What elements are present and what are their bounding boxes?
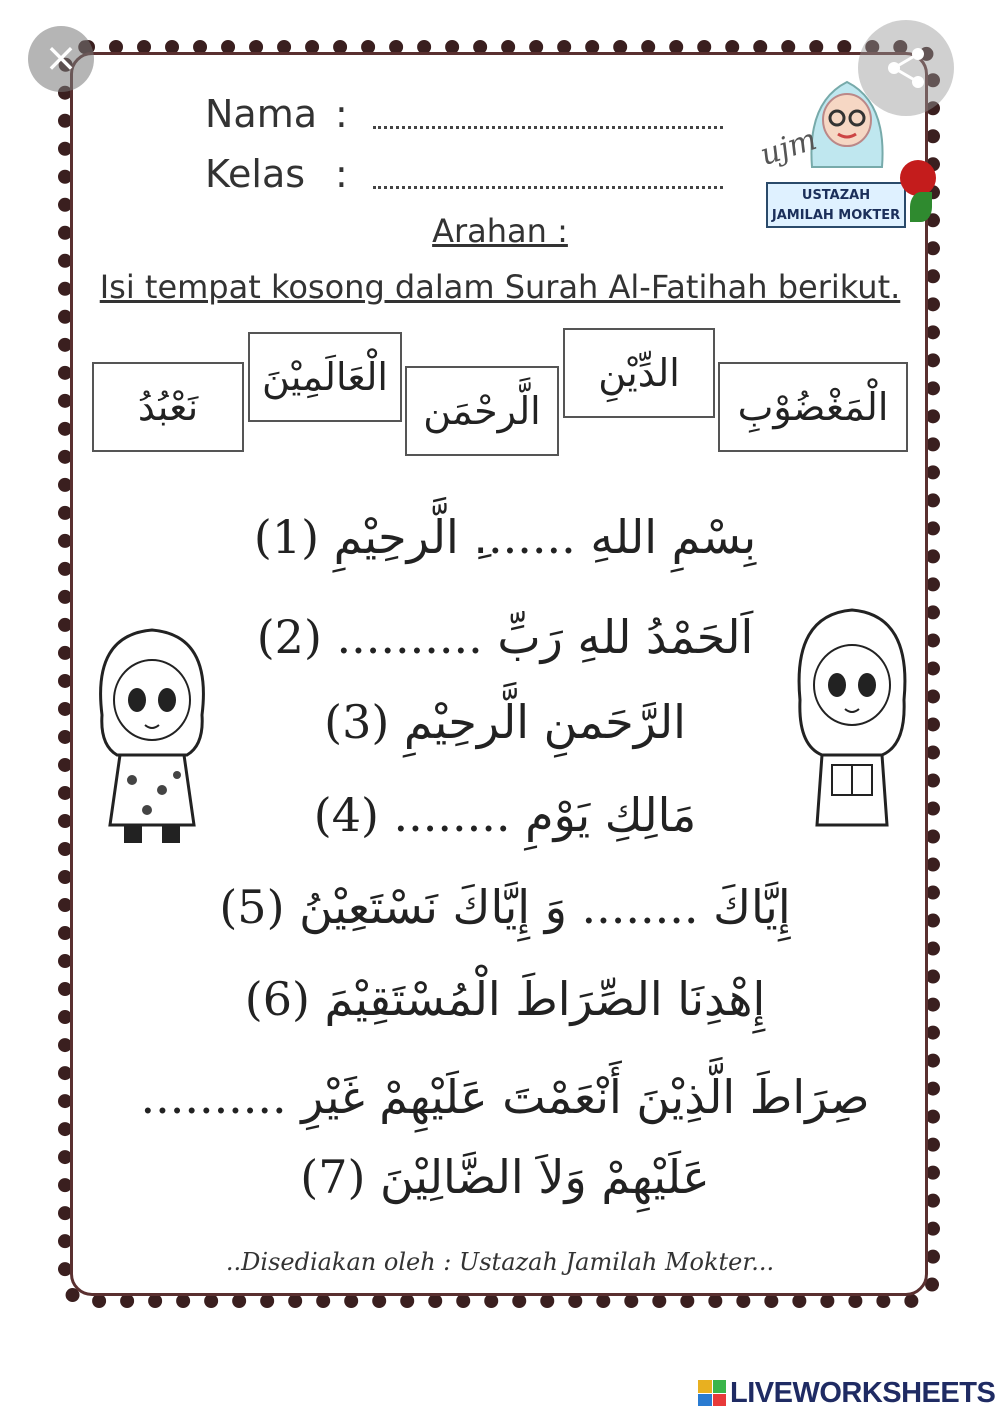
word-box-1[interactable]: نَعْبُدُ (92, 362, 244, 452)
close-icon[interactable]: × (28, 26, 94, 92)
liveworksheets-brand[interactable] (698, 1378, 995, 1408)
word-box-3[interactable]: الَّرحْمَن (405, 366, 559, 456)
name-label: Nama (205, 92, 318, 136)
verse-line-5[interactable]: إِيَّاكَ ........ وَ إِيَّاكَ نَسْتَعِيْنُ (5) (219, 880, 791, 934)
logo-line2: JAMILAH MOKTER (771, 208, 901, 223)
verse-line-1[interactable]: بِسْمِ اللهِ .......ِ الَّرحِيْمِ (1) (253, 510, 757, 564)
verse-line-2[interactable]: اَلحَمْدُ للهِ رَبِّ .......... (2) (256, 610, 754, 664)
rose-icon (900, 160, 936, 196)
logo-line1: USTAZAH (801, 188, 871, 203)
word-box-5[interactable]: الْمَغْضُوْبِ (718, 362, 908, 452)
word-box-4[interactable]: الدِّيْنِ (563, 328, 715, 418)
name-colon: : (335, 92, 348, 136)
instructions-title: Arahan : (432, 212, 568, 250)
author-logo (755, 72, 940, 232)
logo-signature: ujm (755, 122, 822, 173)
class-label: Kelas (205, 152, 306, 196)
footer-credit: ..Disediakan oleh : Ustazah Jamilah Mokter... (225, 1248, 775, 1276)
liveworksheets-logo-icon (698, 1380, 726, 1406)
girl-illustration-right-icon (792, 605, 912, 835)
verse-line-6: إِهْدِنَا الصِّرَاطَ الْمُسْتَقِيْمَ (6) (244, 972, 766, 1026)
girl-illustration-left-icon (92, 625, 212, 850)
word-box-2[interactable]: الْعَالَمِيْنَ (248, 332, 402, 422)
verse-line-7a[interactable]: صِرَاطَ الَّذِيْنَ أَنْعَمْتَ عَلَيْهِمْ غَيْرِ .......... (140, 1070, 870, 1124)
verse-line-7b: عَلَيْهِمْ وَلاَ الضَّالِيْنَ (7) (300, 1150, 710, 1204)
brand-name: LIVEWORKSHEETS (730, 1376, 996, 1409)
class-colon: : (335, 152, 348, 196)
name-input-line[interactable] (373, 126, 723, 129)
class-input-line[interactable] (373, 186, 723, 189)
verse-line-3: الرَّحَمنِ الَّرحِيْمِ (3) (324, 695, 686, 749)
instructions-text: Isi tempat kosong dalam Surah Al-Fatihah berikut. (99, 268, 901, 306)
verse-line-4[interactable]: مَالِكِ يَوْمِ ........ (4) (313, 788, 697, 842)
